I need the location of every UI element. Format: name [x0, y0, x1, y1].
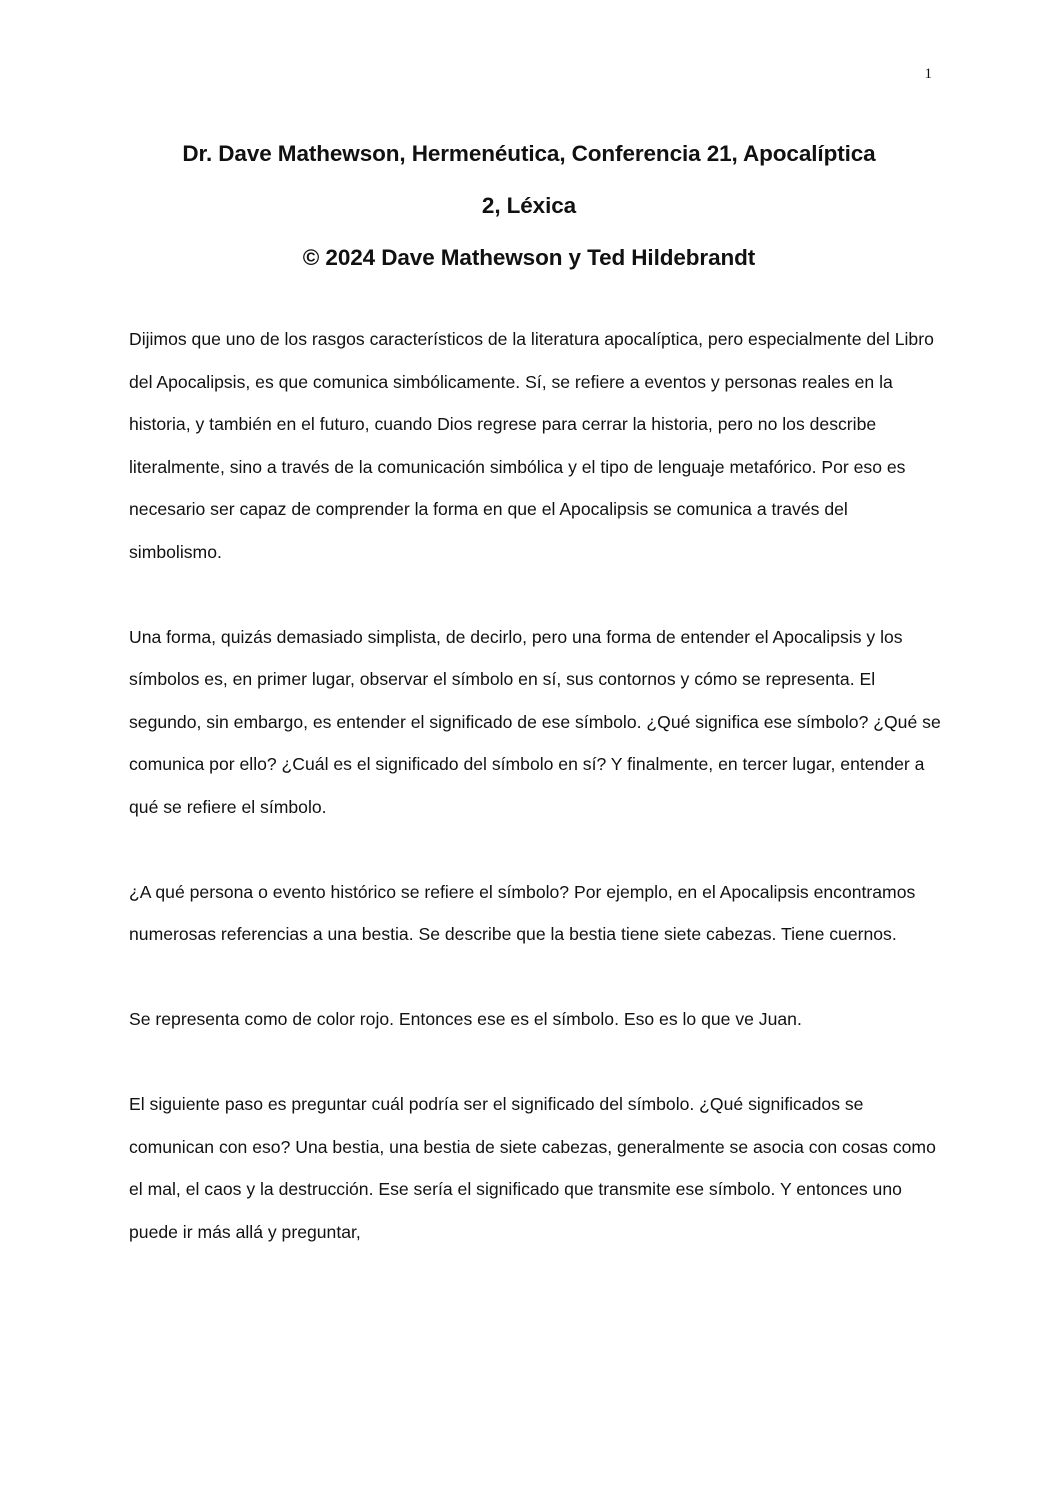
paragraph: Se representa como de color rojo. Entonces ese es el símbolo. Eso es lo que ve Juan.	[129, 1009, 802, 1029]
page-number: 1	[924, 66, 932, 82]
copyright-line: © 2024 Dave Mathewson y Ted Hildebrandt	[302, 245, 756, 270]
title-line-2: 2, Léxica	[481, 193, 577, 218]
paragraph: Una forma, quizás demasiado simplista, de decirlo, pero una forma de entender el Apocalipsis y los símbolos es, en primer lugar, observar el símbolo en sí, sus contornos y cómo se representa. El segundo, sin embargo, es entender el significado de ese símbolo. ¿Qué significa ese símbolo? ¿Qué se comunica por ello? ¿Cuál es el significado del símbolo en sí? Y finalmente, en tercer lugar, entender a qué se refiere el símbolo.	[129, 626, 941, 817]
title-line-1: Dr. Dave Mathewson, Hermenéutica, Conferencia 21, Apocalíptica	[182, 141, 876, 166]
document-title	[120, 128, 938, 284]
paragraph: ¿A qué persona o evento histórico se refiere el símbolo? Por ejemplo, en el Apocalipsis encontramos numerosas referencias a una bestia. Se describe que la bestia tiene siete cabezas. Tiene cuernos.	[129, 881, 916, 944]
document-body	[129, 318, 941, 1296]
paragraph: El siguiente paso es preguntar cuál podría ser el significado del símbolo. ¿Qué significados se comunican con eso? Una bestia, una bestia de siete cabezas, generalmente se asocia con cosas como el mal, el caos y la destrucción. Ese sería el significado que transmite ese símbolo. Y entonces uno puede ir más allá y preguntar,	[129, 1094, 936, 1242]
paragraph: Dijimos que uno de los rasgos característicos de la literatura apocalíptica, pero especialmente del Libro del Apocalipsis, es que comunica simbólicamente. Sí, se refiere a eventos y personas reales en la historia, y también en el futuro, cuando Dios regrese para cerrar la historia, pero no los describe literalmente, sino a través de la comunicación simbólica y el tipo de lenguaje metafórico. Por eso es necesario ser capaz de comprender la forma en que el Apocalipsis se comunica a través del simbolismo.	[129, 329, 934, 562]
